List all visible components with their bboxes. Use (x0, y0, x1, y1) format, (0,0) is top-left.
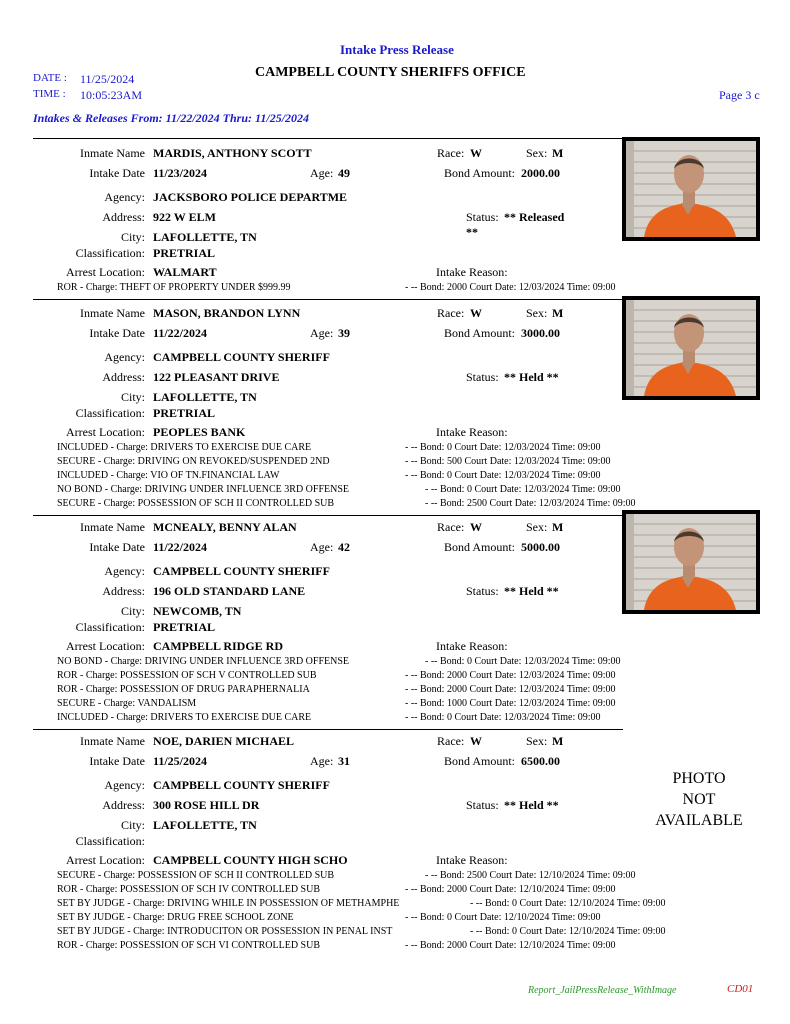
label-arrest-location: Arrest Location: (66, 853, 145, 867)
label-race: Race: (437, 734, 465, 748)
label-classification: Classification: (75, 834, 145, 848)
date-range: Intakes & Releases From: 11/22/2024 Thru: 11/25/2024 (33, 111, 310, 125)
value-race: W (470, 146, 482, 160)
value-classification: PRETRIAL (153, 406, 216, 420)
value-name: NOE, DARIEN MICHAEL (153, 734, 295, 748)
divider (33, 138, 623, 139)
label-address: Address: (102, 798, 145, 812)
charge-line: SECURE - Charge: VANDALISM (57, 698, 197, 709)
label-intake-date: Intake Date (89, 166, 145, 180)
label-sex: Sex: (526, 520, 548, 534)
charge-bond-court: - -- Bond: 500 Court Date: 12/03/2024 Time: 09:00 (405, 456, 611, 467)
label-city: City: (120, 818, 145, 832)
charge-bond-court: - -- Bond: 0 Court Date: 12/03/2024 Time: 09:00 (425, 656, 621, 667)
label-status: Status: (466, 210, 499, 224)
label-inmate-name: Inmate Name (80, 146, 145, 160)
value-city: LAFOLLETTE, TN (153, 818, 257, 832)
value-arrest-location: PEOPLES BANK (153, 425, 246, 439)
photo-not-available-text: NOT (682, 791, 716, 808)
person-silhouette-icon (626, 300, 756, 396)
label-age: Age: (310, 754, 334, 768)
label-intake-reason: Intake Reason: (436, 265, 508, 279)
label-intake-date: Intake Date (89, 540, 145, 554)
label-classification: Classification: (75, 620, 145, 634)
value-age: 31 (338, 754, 350, 768)
label-bond-amount: Bond Amount: (444, 540, 516, 554)
label-race: Race: (437, 520, 465, 534)
value-sex: M (552, 146, 564, 160)
divider (33, 515, 623, 516)
value-intake-date: 11/22/2024 (153, 540, 208, 554)
value-agency: CAMPBELL COUNTY SHERIFF (153, 778, 330, 792)
value-race: W (470, 734, 482, 748)
date-label: DATE : (33, 72, 67, 84)
value-age: 49 (338, 166, 350, 180)
value-address: 196 OLD STANDARD LANE (153, 584, 306, 598)
label-inmate-name: Inmate Name (80, 520, 145, 534)
value-arrest-location: CAMPBELL RIDGE RD (153, 639, 284, 653)
value-intake-date: 11/22/2024 (153, 326, 208, 340)
divider (33, 299, 623, 300)
value-arrest-location: CAMPBELL COUNTY HIGH SCHO (153, 853, 348, 867)
label-city: City: (120, 230, 145, 244)
charge-line: SET BY JUDGE - Charge: DRUG FREE SCHOOL ZONE (57, 912, 294, 923)
report-title: Intake Press Release (340, 42, 454, 57)
date-value: 11/25/2024 (80, 72, 135, 86)
label-city: City: (120, 604, 145, 618)
label-arrest-location: Arrest Location: (66, 639, 145, 653)
value-city: LAFOLLETTE, TN (153, 230, 257, 244)
person-silhouette-icon (626, 141, 756, 237)
time-value: 10:05:23AM (80, 88, 143, 102)
value-status: ** Held ** (504, 584, 559, 598)
charge-line: ROR - Charge: POSSESSION OF SCH IV CONTROLLED SUB (57, 884, 320, 895)
charge-line: INCLUDED - Charge: VIO OF TN.FINANCIAL LAW (57, 470, 280, 481)
value-race: W (470, 306, 482, 320)
label-inmate-name: Inmate Name (80, 734, 145, 748)
value-status: ** Held ** (504, 370, 559, 384)
value-intake-date: 11/23/2024 (153, 166, 208, 180)
label-sex: Sex: (526, 734, 548, 748)
label-inmate-name: Inmate Name (80, 306, 145, 320)
value-sex: M (552, 734, 564, 748)
mugshot-photo (622, 137, 760, 241)
value-age: 39 (338, 326, 350, 340)
value-address: 300 ROSE HILL DR (153, 798, 260, 812)
charge-bond-court: - -- Bond: 1000 Court Date: 12/03/2024 Time: 09:00 (405, 698, 616, 709)
divider (33, 729, 623, 730)
label-intake-reason: Intake Reason: (436, 639, 508, 653)
label-age: Age: (310, 166, 334, 180)
label-arrest-location: Arrest Location: (66, 265, 145, 279)
value-bond-amount: 3000.00 (521, 326, 560, 340)
charge-bond-court: - -- Bond: 0 Court Date: 12/03/2024 Time: 09:00 (405, 712, 601, 723)
charge-bond-court: - -- Bond: 0 Court Date: 12/03/2024 Time: 09:00 (425, 484, 621, 495)
charge-bond-court: - -- Bond: 2000 Court Date: 12/10/2024 Time: 09:00 (405, 884, 616, 895)
value-race: W (470, 520, 482, 534)
charge-bond-court: - -- Bond: 0 Court Date: 12/10/2024 Time: 09:00 (470, 898, 666, 909)
value-bond-amount: 6500.00 (521, 754, 560, 768)
value-arrest-location: WALMART (153, 265, 217, 279)
label-age: Age: (310, 540, 334, 554)
charge-line: ROR - Charge: POSSESSION OF SCH VI CONTROLLED SUB (57, 940, 320, 951)
charge-bond-court: - -- Bond: 0 Court Date: 12/10/2024 Time: 09:00 (470, 926, 666, 937)
charge-line: ROR - Charge: POSSESSION OF SCH V CONTROLLED SUB (57, 670, 317, 681)
value-classification: PRETRIAL (153, 246, 216, 260)
charge-bond-court: - -- Bond: 2000 Court Date: 12/03/2024 Time: 09:00 (405, 282, 616, 293)
value-agency: CAMPBELL COUNTY SHERIFF (153, 564, 330, 578)
charge-line: SECURE - Charge: DRIVING ON REVOKED/SUSPENDED 2ND (57, 456, 330, 467)
value-agency: CAMPBELL COUNTY SHERIFF (153, 350, 330, 364)
label-bond-amount: Bond Amount: (444, 754, 516, 768)
label-classification: Classification: (75, 406, 145, 420)
person-silhouette-icon (626, 514, 756, 610)
time-label: TIME : (33, 88, 66, 100)
charge-line: ROR - Charge: POSSESSION OF DRUG PARAPHERNALIA (57, 684, 310, 695)
charge-line: SECURE - Charge: POSSESSION OF SCH II CONTROLLED SUB (57, 498, 335, 509)
value-address: 122 PLEASANT DRIVE (153, 370, 280, 384)
office-name: CAMPBELL COUNTY SHERIFFS OFFICE (255, 65, 526, 80)
charge-bond-court: - -- Bond: 2000 Court Date: 12/03/2024 Time: 09:00 (405, 670, 616, 681)
label-status: Status: (466, 584, 499, 598)
page-number: Page 3 c (719, 88, 760, 102)
mugshot-photo (622, 510, 760, 614)
charge-line: INCLUDED - Charge: DRIVERS TO EXERCISE DUE CARE (57, 442, 312, 453)
value-status: ** Held ** (504, 798, 559, 812)
value-sex: M (552, 306, 564, 320)
value-status-cont: ** (466, 225, 478, 239)
label-intake-reason: Intake Reason: (436, 853, 508, 867)
charge-bond-court: - -- Bond: 2500 Court Date: 12/03/2024 Time: 09:00 (425, 498, 636, 509)
label-city: City: (120, 390, 145, 404)
label-agency: Agency: (104, 778, 145, 792)
mugshot-photo (622, 296, 760, 400)
value-bond-amount: 5000.00 (521, 540, 560, 554)
charge-bond-court: - -- Bond: 0 Court Date: 12/03/2024 Time: 09:00 (405, 442, 601, 453)
label-agency: Agency: (104, 190, 145, 204)
charge-line: SET BY JUDGE - Charge: INTRODUCITON OR POSSESSION IN PENAL INST (57, 926, 393, 937)
label-classification: Classification: (75, 246, 145, 260)
label-sex: Sex: (526, 306, 548, 320)
value-classification: PRETRIAL (153, 620, 216, 634)
value-name: MASON, BRANDON LYNN (153, 306, 301, 320)
report-name: Report_JailPressRelease_WithImage (528, 985, 677, 996)
value-city: NEWCOMB, TN (153, 604, 242, 618)
charge-line: NO BOND - Charge: DRIVING UNDER INFLUENCE 3RD OFFENSE (57, 484, 350, 495)
label-agency: Agency: (104, 564, 145, 578)
label-age: Age: (310, 326, 334, 340)
label-intake-reason: Intake Reason: (436, 425, 508, 439)
value-name: MARDIS, ANTHONY SCOTT (153, 146, 312, 160)
charge-bond-court: - -- Bond: 2000 Court Date: 12/10/2024 Time: 09:00 (405, 940, 616, 951)
charge-line: NO BOND - Charge: DRIVING UNDER INFLUENCE 3RD OFFENSE (57, 656, 350, 667)
charge-bond-court: - -- Bond: 2500 Court Date: 12/10/2024 Time: 09:00 (425, 870, 636, 881)
label-bond-amount: Bond Amount: (444, 166, 516, 180)
value-agency: JACKSBORO POLICE DEPARTME (153, 190, 348, 204)
charge-bond-court: - -- Bond: 0 Court Date: 12/10/2024 Time: 09:00 (405, 912, 601, 923)
charge-bond-court: - -- Bond: 0 Court Date: 12/03/2024 Time: 09:00 (405, 470, 601, 481)
report-code: CD01 (727, 983, 754, 995)
value-name: MCNEALY, BENNY ALAN (153, 520, 297, 534)
label-agency: Agency: (104, 350, 145, 364)
charge-bond-court: - -- Bond: 2000 Court Date: 12/03/2024 Time: 09:00 (405, 684, 616, 695)
charge-line: ROR - Charge: THEFT OF PROPERTY UNDER $999.99 (57, 282, 291, 293)
value-age: 42 (338, 540, 350, 554)
label-status: Status: (466, 798, 499, 812)
label-arrest-location: Arrest Location: (66, 425, 145, 439)
charge-line: INCLUDED - Charge: DRIVERS TO EXERCISE DUE CARE (57, 712, 312, 723)
photo-not-available-text: PHOTO (672, 770, 726, 787)
charge-line: SET BY JUDGE - Charge: DRIVING WHILE IN POSSESSION OF METHAMPHE (57, 898, 400, 909)
value-status: ** Released (504, 210, 565, 224)
label-address: Address: (102, 210, 145, 224)
value-city: LAFOLLETTE, TN (153, 390, 257, 404)
value-bond-amount: 2000.00 (521, 166, 560, 180)
label-status: Status: (466, 370, 499, 384)
photo-not-available-text: AVAILABLE (655, 812, 743, 829)
value-intake-date: 11/25/2024 (153, 754, 208, 768)
charge-line: SECURE - Charge: POSSESSION OF SCH II CONTROLLED SUB (57, 870, 335, 881)
label-address: Address: (102, 370, 145, 384)
value-address: 922 W ELM (153, 210, 216, 224)
label-intake-date: Intake Date (89, 754, 145, 768)
label-intake-date: Intake Date (89, 326, 145, 340)
label-bond-amount: Bond Amount: (444, 326, 516, 340)
label-sex: Sex: (526, 146, 548, 160)
label-race: Race: (437, 146, 465, 160)
label-address: Address: (102, 584, 145, 598)
label-race: Race: (437, 306, 465, 320)
value-sex: M (552, 520, 564, 534)
